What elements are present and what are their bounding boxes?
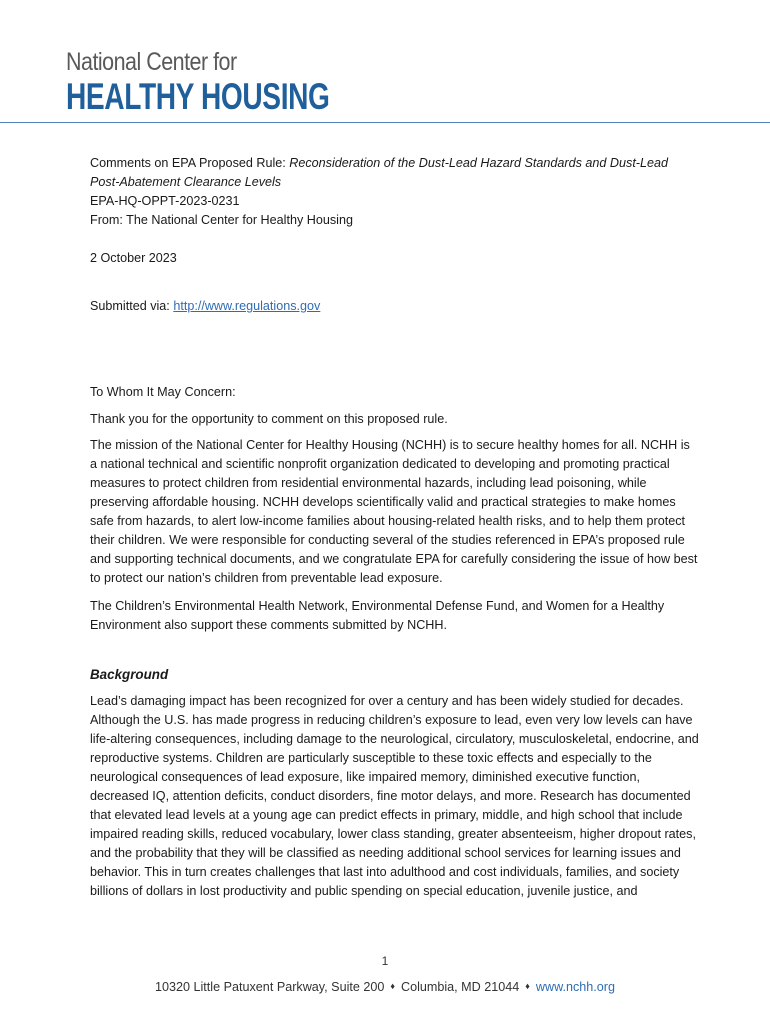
page-number: 1 [381,954,389,968]
regulations-gov-link[interactable]: http://www.regulations.gov [173,299,321,313]
submitted-prefix: Submitted via: [90,299,174,313]
from-line: From: The National Center for Healthy Housing [90,213,353,227]
letter-date: 2 October 2023 [90,251,177,265]
background-heading: Background [90,667,169,682]
footer-separator: ♦ [390,981,395,991]
city-state-zip: Columbia, MD 21044 [400,980,520,994]
footer-address [0,980,770,994]
header-divider [0,122,770,123]
logo-line-healthy-housing: HEALTHY HOUSING [66,76,330,117]
logo-line-national-center: National Center for [66,48,237,76]
background-paragraph: Lead’s damaging impact has been recognized for over a century and has been widely studied for decades. Although the U.S. has made progress in reducing children’s exposure to lead, even very low levels can have life-altering consequences, including damage to the neurological, circulatory, musculoskeletal, endocrine, and reproductive systems. Children are particularly susceptible to these toxic effects and especially to the neurological consequences of lead exposure, like impaired memory, diminished executive function, decreased IQ, attention deficits, conduct disorders, fine motor delays, and more. Research has documented that elevated lead levels at a young age can predict effects in primary, middle, and high school that include impaired reading skills, reduced vocabulary, lower class standing, greater absenteeism, higher dropout rates, and the probability that they will be classified as needing additional school services for learning issues and behavior. This in turn creates challenges that last into adulthood and cost individuals, families, and society billions of dollars in lost productivity and public spending on special education, juvenile justice, and [90,694,699,898]
rule-title: Reconsideration of the Dust-Lead Hazard Standards and Dust-Lead Post-Abatement Clearance Levels [90,156,669,189]
regarding-prefix: Comments on EPA Proposed Rule: [90,156,290,170]
website-link[interactable]: www.nchh.org [535,980,615,994]
street-address: 10320 Little Patuxent Parkway, Suite 200 [154,980,385,994]
nchh-logo [66,50,413,115]
letter-body [90,154,700,901]
footer-separator: ♦ [525,981,530,991]
support-paragraph: The Children’s Environmental Health Network, Environmental Defense Fund, and Women for a Healthy Environment also support these comments submitted by NCHH. [90,599,665,632]
salutation: To Whom It May Concern: [90,385,236,399]
submitted-line [90,297,700,316]
thanks-paragraph: Thank you for the opportunity to comment on this proposed rule. [90,412,448,426]
regarding-line [90,154,700,192]
mission-paragraph: The mission of the National Center for Healthy Housing (NCHH) is to secure healthy homes for all. NCHH is a national technical and scientific nonprofit organization dedicated to developing and promoting practical measures to protect children from residential environmental hazards, including lead poisoning, while preserving affordable housing. NCHH develops scientifically valid and practical strategies to make homes safe from hazards, to alert low-income families about housing-related health risks, and to help them protect their children. We were responsible for conducting several of the studies referenced in EPA’s proposed rule and supporting technical documents, and we congratulate EPA for carefully considering the issue of how best to protect our nation’s children from preventable lead exposure. [90,438,698,585]
docket-number: EPA-HQ-OPPT-2023-0231 [90,194,240,208]
